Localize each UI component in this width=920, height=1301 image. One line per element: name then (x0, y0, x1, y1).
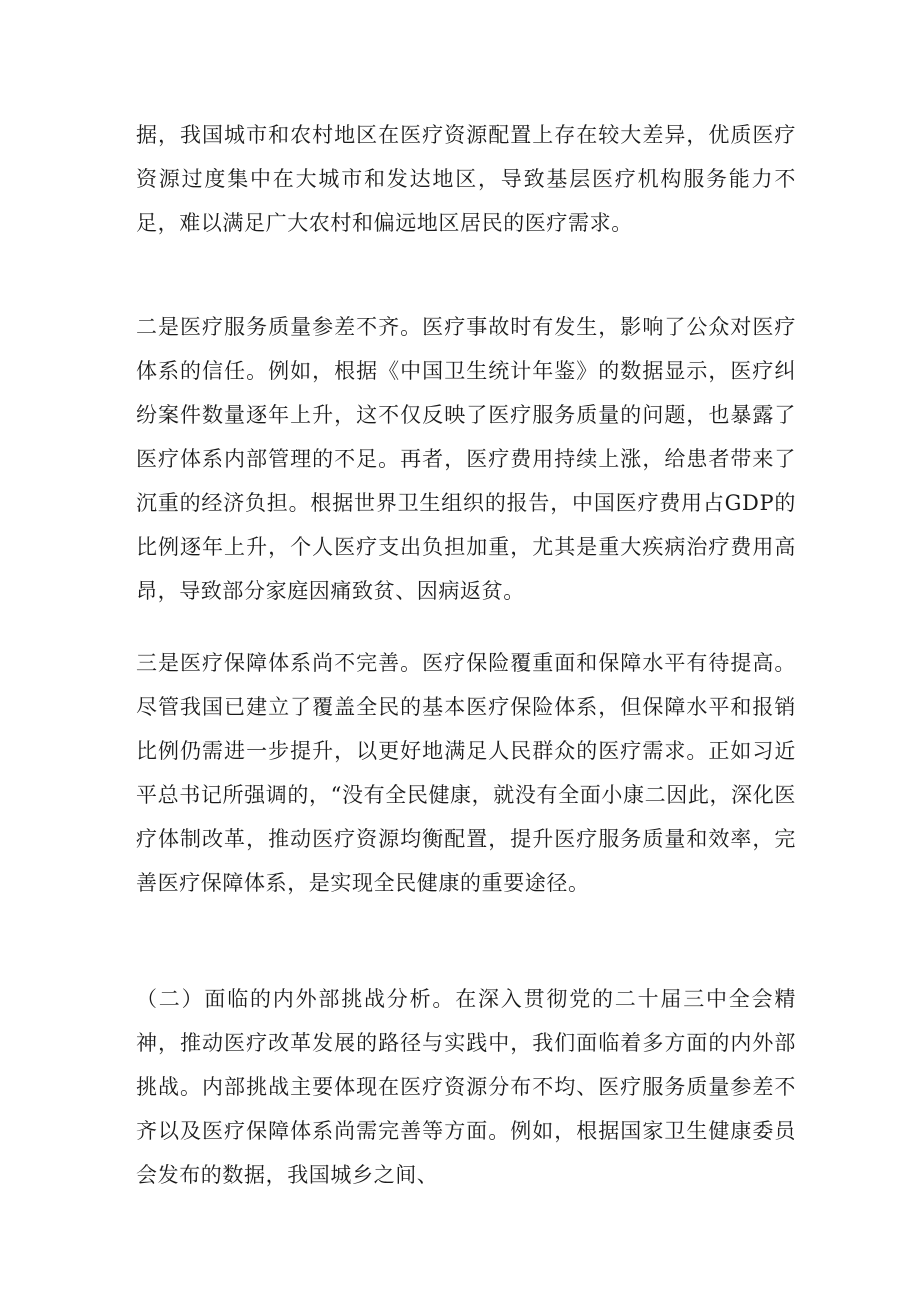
paragraph-service-quality: 二是医疗服务质量参差不齐。医疗事故时有发生，影响了公众对医疗体系的信任。例如，根据《中国卫生统计年鉴》的数据显示，医疗纠纷案件数量逐年上升，这不仅反映了医疗服务质量的问题，也暴露了医疗体系内部管理的不足。再者，医疗费用持续上涨，给患者带来了沉重的经济负担。根据世界卫生组织的报告，中国医疗费用占GDP的比例逐年上升，个人医疗支出负担加重，尤其是重大疾病治疗费用高昂，导致部分家庭因痛致贫、因病返贫。 (136, 315, 796, 603)
paragraph-insurance-system: 三是医疗保障体系尚不完善。医疗保险覆重面和保障水平有待提高。尽管我国已建立了覆盖全民的基本医疗保险体系，但保障水平和报销比例仍需进一步提升，以更好地满足人民群众的医疗需求。正如习近平总书记所强调的，“没有全民健康，就没有全面小康二因此，深化医疗体制改革，推动医疗资源均衡配置，提升医疗服务质量和效率，完善医疗保障体系，是实现全民健康的重要途径。 (136, 651, 796, 895)
paragraph-urban-rural-gap: 据，我国城市和农村地区在医疗资源配置上存在较大差异，优质医疗资源过度集中在大城市和发达地区，导致基层医疗机构服务能力不足，难以满足广大农村和偏远地区居民的医疗需求。 (136, 123, 796, 235)
paragraph-challenges-analysis: （二）面临的内外部挑战分析。在深入贯彻党的二十届三中全会精神，推动医疗改革发展的路径与实践中，我们面临着多方面的内外部挑战。内部挑战主要体现在医疗资源分布不均、医疗服务质量参差不齐以及医疗保障体系尚需完善等方面。例如，根据国家卫生健康委员会发布的数据，我国城乡之间、 (136, 987, 796, 1187)
